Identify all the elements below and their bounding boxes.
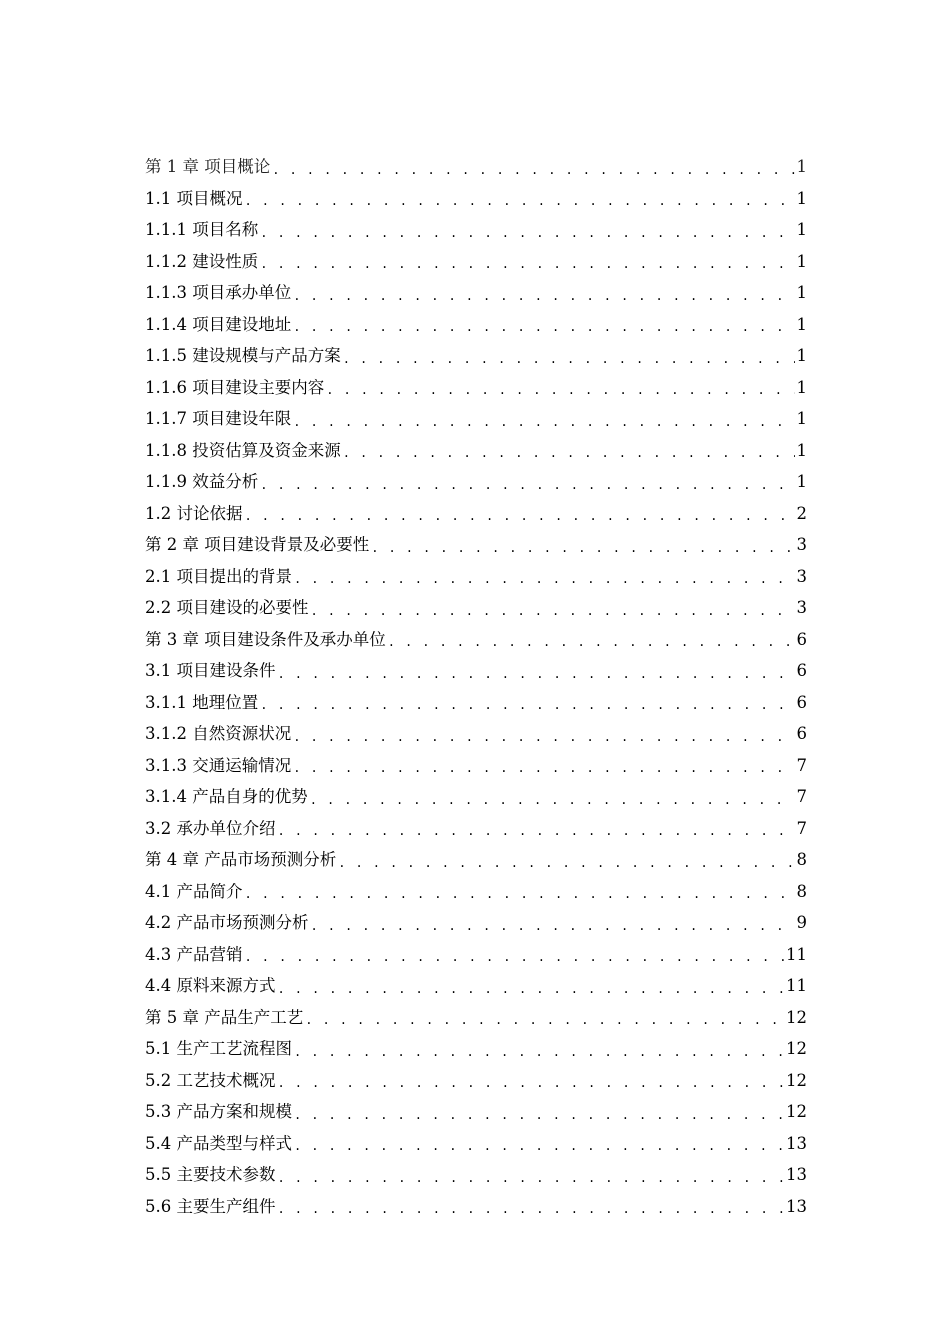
toc-entry[interactable] bbox=[145, 967, 807, 999]
toc-entry[interactable] bbox=[145, 1188, 807, 1220]
toc-entry-label: 第 3 章 项目建设条件及承办单位 bbox=[145, 629, 386, 649]
toc-entry[interactable] bbox=[145, 1030, 807, 1062]
toc-dot-leader bbox=[305, 1010, 784, 1030]
toc-page-number: 12 bbox=[786, 1039, 807, 1058]
toc-entry[interactable] bbox=[145, 1093, 807, 1125]
toc-dot-leader bbox=[293, 758, 794, 778]
toc-dot-leader bbox=[278, 1168, 785, 1188]
toc-entry[interactable] bbox=[145, 1062, 807, 1094]
toc-page-number: 12 bbox=[786, 1007, 807, 1027]
toc-entry[interactable] bbox=[145, 211, 807, 243]
toc-page-number: 6 bbox=[796, 661, 807, 680]
toc-entry-label: 5.3 产品方案和规模 bbox=[145, 1102, 292, 1121]
toc-dot-leader bbox=[371, 538, 794, 558]
toc-entry-label: 4.3 产品营销 bbox=[145, 944, 243, 964]
toc-entry-label: 3.1.3 交通运输情况 bbox=[145, 755, 292, 775]
toc-entry-label: 第 5 章 产品生产工艺 bbox=[145, 1007, 304, 1027]
toc-entry-label: 1.1.6 项目建设主要内容 bbox=[145, 377, 325, 397]
toc-entry[interactable] bbox=[145, 652, 807, 684]
toc-entry-label: 3.1.4 产品自身的优势 bbox=[145, 787, 308, 806]
toc-page-number: 3 bbox=[796, 566, 807, 586]
toc-entry-label: 第 4 章 产品市场预测分析 bbox=[145, 850, 337, 869]
toc-entry-label: 1.2 讨论依据 bbox=[145, 503, 243, 523]
toc-page-number: 1 bbox=[796, 472, 807, 491]
toc-dot-leader bbox=[245, 191, 795, 211]
toc-entry[interactable] bbox=[145, 243, 807, 275]
toc-page-number: 1 bbox=[796, 377, 807, 397]
toc-entry-label: 1.1.9 效益分析 bbox=[145, 472, 259, 491]
toc-dot-leader bbox=[311, 601, 795, 621]
toc-entry-label: 第 1 章 项目概论 bbox=[145, 157, 271, 176]
toc-page-number: 1 bbox=[796, 283, 807, 302]
toc-page-number: 7 bbox=[796, 818, 807, 838]
toc-dot-leader bbox=[260, 223, 794, 243]
toc-entry[interactable] bbox=[145, 841, 807, 873]
toc-page-number: 11 bbox=[786, 944, 807, 964]
toc-entry-label: 4.4 原料来源方式 bbox=[145, 976, 276, 995]
toc-entry[interactable] bbox=[145, 904, 807, 936]
toc-entry[interactable] bbox=[145, 999, 807, 1031]
toc-entry[interactable] bbox=[145, 747, 807, 779]
toc-dot-leader bbox=[293, 412, 794, 432]
toc-entry-label: 1.1.1 项目名称 bbox=[145, 220, 259, 239]
toc-dot-leader bbox=[294, 569, 795, 589]
toc-entry[interactable] bbox=[145, 621, 807, 653]
toc-page-number: 1 bbox=[796, 346, 807, 365]
toc-dot-leader bbox=[326, 380, 794, 400]
toc-page-number: 3 bbox=[796, 598, 807, 617]
toc-page-number: 9 bbox=[796, 913, 807, 932]
toc-entry-label: 3.1.2 自然资源状况 bbox=[145, 724, 292, 743]
toc-page-number: 1 bbox=[796, 220, 807, 239]
toc-page-number: 1 bbox=[796, 409, 807, 428]
toc-page-number: 7 bbox=[796, 755, 807, 775]
toc-entry[interactable] bbox=[145, 369, 807, 401]
toc-dot-leader bbox=[278, 1073, 785, 1093]
toc-page-number: 13 bbox=[786, 1196, 807, 1216]
toc-dot-leader bbox=[338, 853, 794, 873]
toc-dot-leader bbox=[293, 727, 794, 747]
toc-dot-leader bbox=[245, 884, 795, 904]
toc-entry-label: 4.1 产品简介 bbox=[145, 881, 243, 901]
toc-dot-leader bbox=[278, 1199, 785, 1219]
toc-entry[interactable] bbox=[145, 180, 807, 212]
toc-dot-leader bbox=[245, 506, 795, 526]
toc-entry-label: 1.1.8 投资估算及资金来源 bbox=[145, 440, 341, 460]
toc-page-number: 11 bbox=[786, 976, 807, 995]
toc-page-number: 2 bbox=[796, 503, 807, 523]
toc-page-number: 1 bbox=[796, 440, 807, 460]
toc-entry[interactable] bbox=[145, 337, 807, 369]
toc-entry-label: 5.2 工艺技术概况 bbox=[145, 1070, 276, 1090]
toc-entry-label: 1.1.4 项目建设地址 bbox=[145, 314, 292, 334]
toc-dot-leader bbox=[278, 979, 785, 999]
toc-entry-label: 第 2 章 项目建设背景及必要性 bbox=[145, 535, 370, 554]
toc-entry[interactable] bbox=[145, 936, 807, 968]
toc-dot-leader bbox=[272, 160, 794, 180]
toc-dot-leader bbox=[260, 695, 794, 715]
toc-page-number: 1 bbox=[796, 157, 807, 176]
toc-entry[interactable] bbox=[145, 432, 807, 464]
toc-dot-leader bbox=[294, 1105, 784, 1125]
toc-entry[interactable] bbox=[145, 306, 807, 338]
toc-page-number: 13 bbox=[786, 1165, 807, 1184]
toc-dot-leader bbox=[294, 1042, 784, 1062]
toc-entry-label: 5.4 产品类型与样式 bbox=[145, 1133, 292, 1153]
toc-entry-label: 3.1.1 地理位置 bbox=[145, 692, 259, 712]
toc-entry-label: 1.1.7 项目建设年限 bbox=[145, 409, 292, 428]
toc-entry[interactable] bbox=[145, 778, 807, 810]
toc-entry[interactable] bbox=[145, 1156, 807, 1188]
toc-page-number: 6 bbox=[796, 692, 807, 712]
toc-entry[interactable] bbox=[145, 495, 807, 527]
toc-page-number: 13 bbox=[786, 1133, 807, 1153]
toc-entry[interactable] bbox=[145, 463, 807, 495]
toc-dot-leader bbox=[293, 317, 794, 337]
toc-entry[interactable] bbox=[145, 274, 807, 306]
toc-page-number: 7 bbox=[796, 787, 807, 806]
toc-entry[interactable] bbox=[145, 558, 807, 590]
toc-dot-leader bbox=[343, 349, 795, 369]
toc-entry-label: 1.1.3 项目承办单位 bbox=[145, 283, 292, 302]
toc-entry[interactable] bbox=[145, 1125, 807, 1157]
toc-entry-label: 1.1.5 建设规模与产品方案 bbox=[145, 346, 341, 365]
toc-dot-leader bbox=[294, 1136, 784, 1156]
toc-dot-leader bbox=[245, 947, 785, 967]
toc-dot-leader bbox=[343, 443, 795, 463]
toc-page-number: 12 bbox=[786, 1102, 807, 1121]
toc-page-number: 1 bbox=[796, 314, 807, 334]
toc-page-number: 8 bbox=[796, 850, 807, 869]
toc-entry[interactable] bbox=[145, 526, 807, 558]
toc-entry[interactable] bbox=[145, 873, 807, 905]
table-of-contents bbox=[145, 148, 807, 1219]
toc-dot-leader bbox=[278, 664, 795, 684]
toc-page-number: 8 bbox=[796, 881, 807, 901]
toc-dot-leader bbox=[293, 286, 794, 306]
toc-entry-label: 5.1 生产工艺流程图 bbox=[145, 1039, 292, 1058]
toc-entry[interactable] bbox=[145, 400, 807, 432]
toc-entry-label: 4.2 产品市场预测分析 bbox=[145, 913, 309, 932]
toc-dot-leader bbox=[311, 916, 795, 936]
toc-dot-leader bbox=[388, 632, 795, 652]
toc-dot-leader bbox=[260, 254, 794, 274]
toc-page-number: 6 bbox=[796, 629, 807, 649]
toc-entry-label: 1.1 项目概况 bbox=[145, 188, 243, 208]
toc-page-number: 3 bbox=[796, 535, 807, 554]
toc-entry-label: 3.2 承办单位介绍 bbox=[145, 818, 276, 838]
toc-entry-label: 2.1 项目提出的背景 bbox=[145, 566, 292, 586]
toc-page-number: 12 bbox=[786, 1070, 807, 1090]
toc-entry-label: 3.1 项目建设条件 bbox=[145, 661, 276, 680]
toc-dot-leader bbox=[260, 475, 794, 495]
toc-entry[interactable] bbox=[145, 148, 807, 180]
toc-entry-label: 1.1.2 建设性质 bbox=[145, 251, 259, 271]
toc-entry[interactable] bbox=[145, 715, 807, 747]
toc-entry[interactable] bbox=[145, 589, 807, 621]
toc-entry[interactable] bbox=[145, 810, 807, 842]
toc-dot-leader bbox=[278, 821, 795, 841]
toc-entry-label: 5.6 主要生产组件 bbox=[145, 1196, 276, 1216]
toc-entry[interactable] bbox=[145, 684, 807, 716]
toc-entry-label: 2.2 项目建设的必要性 bbox=[145, 598, 309, 617]
toc-dot-leader bbox=[310, 790, 795, 810]
toc-page-number: 6 bbox=[796, 724, 807, 743]
toc-page-number: 1 bbox=[796, 188, 807, 208]
toc-page-number: 1 bbox=[796, 251, 807, 271]
toc-entry-label: 5.5 主要技术参数 bbox=[145, 1165, 276, 1184]
